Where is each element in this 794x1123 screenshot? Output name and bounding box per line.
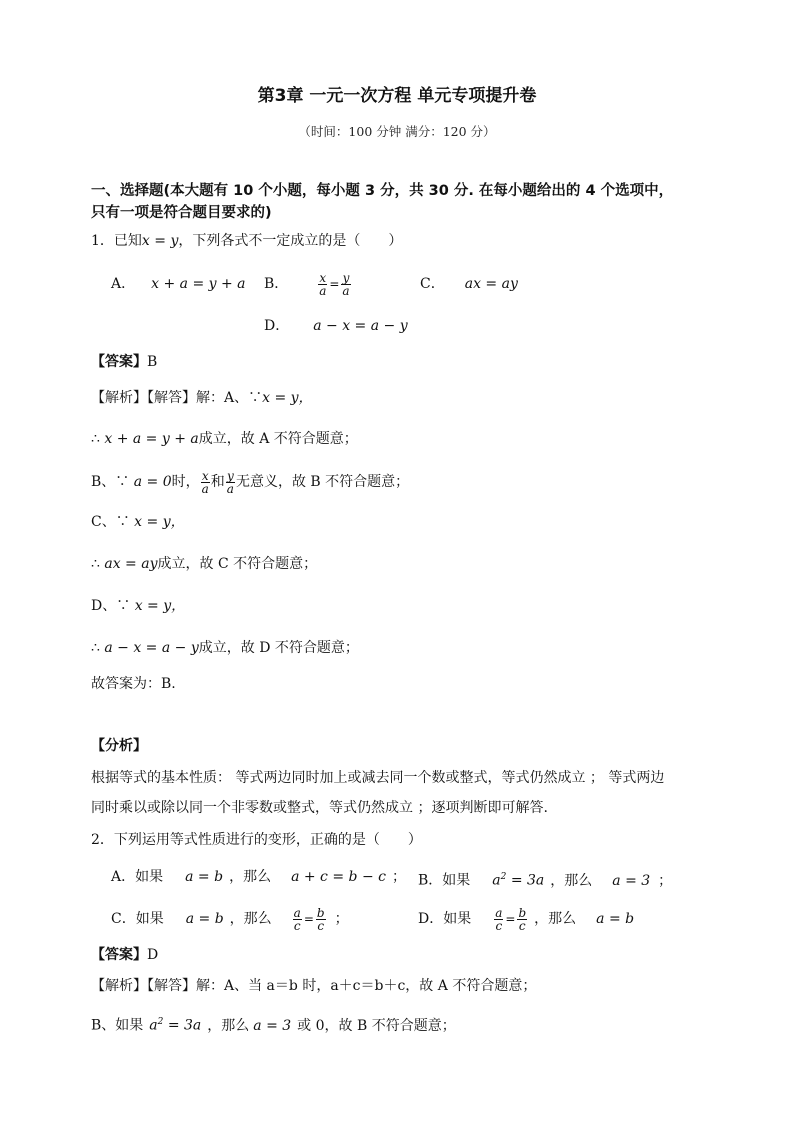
q1-option-b-frac-left: $\frac{x}{a}$ (319, 270, 327, 298)
q2-option-d-frac-right: $\frac{b}{c}$ (518, 905, 527, 933)
q2-stem: 2．下列运用等式性质进行的变形，正确的是（ ） (91, 832, 422, 848)
q1-option-c (420, 274, 518, 294)
q2-option-d: D．如果 $\frac{a}{c}$ = $\frac{b}{c}$ ，那么 a = b (418, 905, 635, 933)
q2-answer: 【答案】D (91, 947, 159, 963)
q1-stem-suffix: ，下列各式不一定成立的是（ ） (178, 233, 403, 249)
q1-answer-value: B (147, 354, 158, 370)
q1-analysis-tag: 【解析】【解答】解：A、∵ (91, 390, 263, 406)
q1-option-b-label: B． (264, 276, 289, 292)
q1-option-a (111, 274, 246, 294)
q1-option-a-expr: x + a = y + a (151, 276, 246, 292)
q1-option-c-expr: ax = ay (464, 276, 518, 292)
q1-conclusion: 故答案为：B. (91, 676, 176, 692)
q2-option-d-frac-left: $\frac{a}{c}$ (495, 905, 503, 933)
q1-analysis-line-c1: C、∵ x = y， (91, 514, 185, 530)
q2-option-c-frac-left: $\frac{a}{c}$ (293, 905, 301, 933)
q1-option-d-label: D． (264, 318, 290, 334)
q2-analysis-line1: 【解析】【解答】解：A、当 a＝b 时，a＋c＝b＋c，故 A 不符合题意； (91, 978, 537, 994)
page-subtitle: （时间：100 分钟 满分：120 分） (298, 124, 496, 139)
q1-analysis-line-a: ∴ x + a = y + a成立，故 A 不符合题意； (91, 431, 358, 447)
page-title: 第3章 一元一次方程 单元专项提升卷 (257, 86, 537, 106)
section-heading-line1: 一、选择题(本大题有 10 个小题，每小题 3 分，共 30 分. 在每小题给出的 4 个选项中， (91, 183, 674, 199)
q1-fenxi-line1: 根据等式的基本性质： 等式两边同时加上或减去同一个数或整式，等式仍然成立 ； 等式两边 (91, 770, 665, 786)
q1-analysis-line-d1: D、∵ x = y， (91, 598, 186, 614)
q2-option-a: A．如果 a = b ，那么 a + c = b − c ； (111, 869, 406, 885)
q1-stem-math: x = y (141, 233, 179, 249)
q1-analysis-intro (91, 388, 313, 408)
q1-analysis-frac-x-a: $\frac{x}{a}$ (201, 468, 209, 496)
q1-option-b (264, 266, 352, 302)
q2-option-c-frac-right: $\frac{b}{c}$ (316, 905, 325, 933)
q1-option-c-label: C． (420, 276, 445, 292)
q1-option-b-equals: = (329, 277, 340, 291)
q1-option-d-expr: a − x = a − y (313, 318, 408, 334)
q2-option-c: C．如果 a = b ，那么 $\frac{a}{c}$ = $\frac{b}{c}$ ； (111, 905, 349, 933)
q1-analysis-frac-y-a: $\frac{y}{a}$ (226, 468, 234, 496)
q1-answer (91, 352, 157, 372)
section-heading-line2: 只有一项是符合题目要求的) (91, 205, 272, 221)
q2-analysis-line2: B、如果 $a^2 = 3a$ ，那么 a = 3 或 0，故 B 不符合题意； (91, 1017, 456, 1034)
q1-fenxi-line2: 同时乘以或除以同一个非零数或整式，等式仍然成立 ；逐项判断即可解答. (91, 800, 548, 816)
q1-stem (91, 231, 402, 251)
q1-option-b-frac-right: $\frac{y}{a}$ (342, 270, 350, 298)
q1-analysis-line-b: B、∵ a = 0时， $\frac{x}{a}$ 和 $\frac{y}{a}$ 无意义，故 B 不符合题意； (91, 468, 410, 496)
q1-option-a-label: A． (111, 276, 136, 292)
q1-analysis-line-d2: ∴ a − x = a − y成立，故 D 不符合题意； (91, 640, 359, 656)
q1-answer-tag: 【答案】 (91, 354, 147, 370)
q1-option-d (264, 316, 408, 336)
q1-stem-prefix: 1．已知 (91, 233, 142, 249)
q1-analysis-line-c2: ∴ ax = ay成立，故 C 不符合题意； (91, 556, 318, 572)
q1-analysis-math: x = y， (262, 390, 313, 406)
q1-fenxi-tag: 【分析】 (91, 738, 147, 754)
q2-option-b: B．如果 $a^2 = 3a$ ，那么 a = 3 ； (418, 872, 673, 889)
